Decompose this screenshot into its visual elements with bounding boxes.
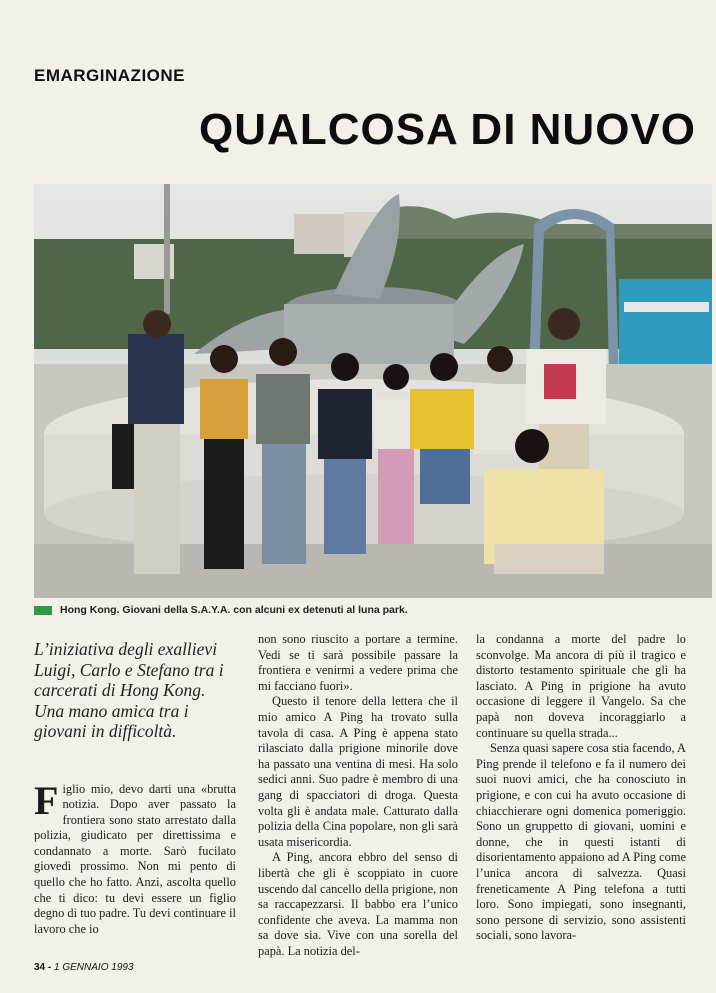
column-3 [476,632,686,944]
opening-paragraph [34,777,236,938]
issue-date: 1 GENNAIO 1993 [54,962,134,973]
page-number: 34 - [34,962,52,973]
opening-text: iglio mio, devo darti una «brutta notizia. Dopo aver passato la frontiera sono stato arrestato dalla polizia, giudicato per direttissima e condannato a morte. Sarò fucilato giovedì prossimo. Non mi pento di quello che ho fatto. Anzi, ascolta quello che ti dico: tu devi essere un figlio degno di tuo padre. Tu devi continuare il lavoro che io [34,781,236,936]
paragraph: Questo il tenore della lettera che il mio amico A Ping ha trovato sulla tavola di casa. A Ping è appena stato rilasciato dalla prigione minorile dove ha passato una ventina di mesi. Ha solo sedici anni. Suo padre è membro di una gang di spacciatori di droga. Questa volta gli è andata male. Catturato dalla polizia della Cina popolare, non gli sarà usata misericordia. [258,694,458,849]
page-footer [34,962,134,973]
lead-text: L’iniziativa degli exallievi Luigi, Carlo e Stefano tra i carcerati di Hong Kong. Una mano amica tra i giovani in difficoltà. [34,639,224,741]
caption-text: Hong Kong. Giovani della S.A.Y.A. con alcuni ex detenuti al luna park. [60,604,408,616]
paragraph: non sono riuscito a portare a termine. Vedi se ti sarà possibile passare la frontiera e venirmi a vedere prima che mi facciano fuori». [258,632,458,693]
caption-marker [34,606,52,615]
column-2 [258,632,458,959]
paragraph: Senza quasi sapere cosa stia facendo, A Ping prende il telefono e fa il numero dei suoi nuovi amici, che ha conosciuto in prigione, e con cui ha avuto occasione di chiacchierare ogni domenica pomeriggio. Sono un gruppetto di giovani, uomini e donne, che in questi istanti di disorientamento appaiono ad A Ping come l’unica ancora di salvezza. Quasi freneticamente A Ping telefona a tutti loro. Sono impiegati, sono insegnanti, sono persone di servizio, sono assistenti sociali, sono lavora- [476,741,686,943]
paragraph: A Ping, ancora ebbro del senso di libertà che gli è scoppiato in cuore uscendo dal cancello della prigione, non sa raccapezzarsi. Il babbo era l’unico confidente che aveva. La mamma non sa dove sia. Vive con una sorella del papà. La notizia del- [258,850,458,958]
drop-cap: F [34,777,59,823]
paragraph: la condanna a morte del padre lo sconvolge. Ma ancora di più il tragico e distorto testamento spirituale che gli ha lasciato. A Ping in prigione ha avuto occasione di leggere il Vangelo. Sa che papà non doveva incoraggiarlo a continuare su quella strada... [476,632,686,740]
photo-caption [34,604,704,616]
article-title: QUALCOSA DI NUOVO [199,105,696,154]
group-photo [34,184,712,598]
column-1 [34,632,236,937]
section-label: EMARGINAZIONE [34,66,185,85]
